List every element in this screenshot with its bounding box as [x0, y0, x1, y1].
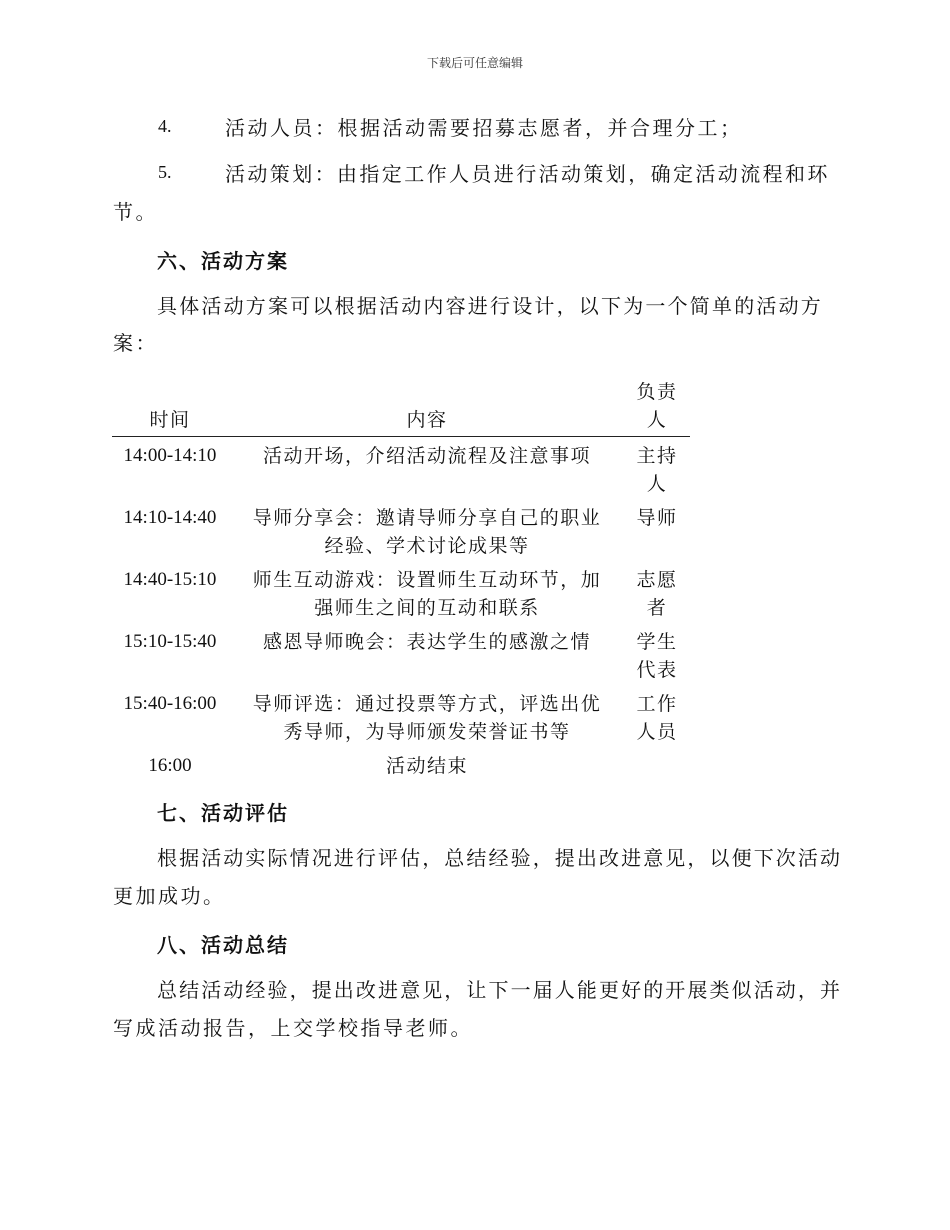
table-header-owner: 人	[646, 409, 668, 431]
table-cell-time: 14:00-14:10	[123, 445, 217, 466]
section-heading: 八、活动总结	[157, 933, 289, 957]
table-cell-owner: 人	[646, 473, 668, 495]
table-header-time: 时间	[149, 409, 191, 431]
table-cell-content: 活动开场，介绍活动流程及注意事项	[262, 445, 591, 467]
table-cell-content: 强师生之间的互动和联系	[314, 597, 540, 619]
table-cell-content: 经验、学术讨论成果等	[324, 535, 530, 557]
table-cell-time: 16:00	[148, 755, 192, 776]
table-cell-owner: 工作	[636, 693, 678, 715]
page-header: 下载后可任意编辑	[426, 56, 523, 70]
table-cell-owner: 人员	[636, 721, 678, 743]
paragraph: 总结活动经验，提出改进意见，让下一届人能更好的开展类似活动，并	[157, 978, 843, 1002]
table-cell-time: 14:10-14:40	[123, 507, 217, 528]
table-cell-content: 师生互动游戏：设置师生互动环节，加	[252, 569, 602, 591]
paragraph-continued: 案：	[113, 331, 158, 355]
table-cell-content: 活动结束	[385, 755, 468, 777]
table-cell-owner: 主持	[636, 445, 678, 467]
table-cell-owner: 志愿	[636, 569, 678, 591]
table-header-rule	[112, 436, 690, 437]
table-cell-time: 14:40-15:10	[123, 569, 217, 590]
table-cell-content: 导师分享会：邀请导师分享自己的职业	[252, 507, 602, 529]
list-item-text: 活动策划：由指定工作人员进行活动策划，确定活动流程和环	[225, 162, 830, 186]
list-item-number: 5.	[158, 162, 172, 182]
section-heading: 六、活动方案	[157, 249, 289, 273]
list-item-text: 活动人员：根据活动需要招募志愿者，并合理分工；	[225, 116, 743, 140]
table-cell-owner: 者	[646, 597, 668, 619]
list-item-text-continued: 节。	[113, 200, 158, 224]
paragraph: 根据活动实际情况进行评估，总结经验，提出改进意见，以便下次活动	[157, 846, 843, 870]
table-cell-owner: 代表	[636, 659, 678, 681]
paragraph: 具体活动方案可以根据活动内容进行设计，以下为一个简单的活动方	[157, 294, 823, 318]
table-cell-content: 导师评选：通过投票等方式，评选出优	[252, 693, 602, 715]
table-cell-time: 15:10-15:40	[123, 631, 217, 652]
table-cell-content: 感恩导师晚会：表达学生的感激之情	[262, 631, 591, 653]
paragraph-continued: 更加成功。	[113, 884, 226, 908]
table-header-content: 内容	[406, 409, 448, 431]
paragraph-continued: 写成活动报告，上交学校指导老师。	[113, 1016, 473, 1040]
table-cell-owner: 学生	[636, 631, 678, 653]
table-cell-time: 15:40-16:00	[123, 693, 217, 714]
table-cell-content: 秀导师，为导师颁发荣誉证书等	[283, 721, 571, 743]
table-cell-owner: 导师	[636, 507, 678, 529]
section-heading: 七、活动评估	[157, 801, 289, 825]
list-item-number: 4.	[158, 116, 172, 136]
table-header-owner: 负责	[636, 381, 678, 403]
